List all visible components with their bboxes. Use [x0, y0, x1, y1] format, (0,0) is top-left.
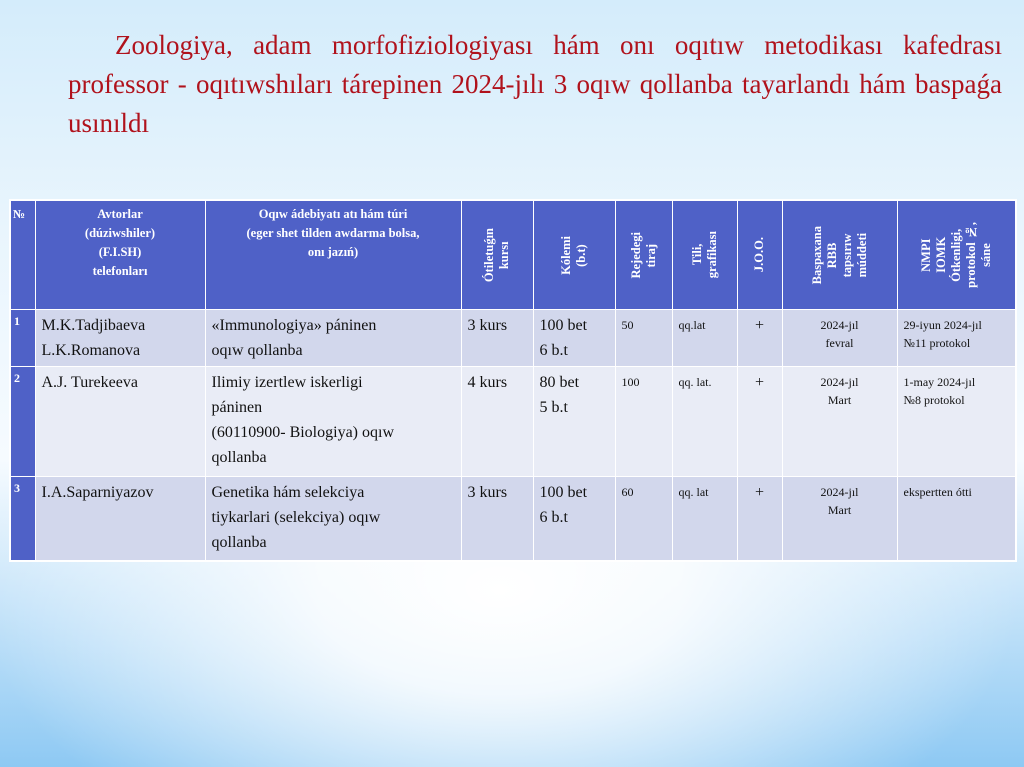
deadline-month: Mart: [827, 503, 852, 517]
header-protocol-line: sáne: [978, 243, 993, 267]
volume-pages: 100 bet: [539, 317, 588, 334]
volume-sheets: 6 b.t: [539, 509, 568, 526]
row-circulation: 100: [615, 367, 672, 477]
literature-line: oqıw qollanba: [211, 342, 303, 359]
literature-line: tiykarlari (selekciya) oqıw: [211, 509, 381, 526]
literature-line: qollanba: [211, 449, 267, 466]
protocol-line: ekspertten ótti: [903, 485, 972, 499]
table-row: [10, 477, 1016, 562]
author-name: L.K.Romanova: [41, 342, 141, 359]
author-name: A.J. Turekeeva: [41, 374, 138, 391]
row-literature: [205, 367, 461, 477]
row-deadline: [782, 310, 897, 367]
protocol-line: 29-iyun 2024-jıl: [903, 318, 982, 332]
protocol-line: 1-may 2024-jıl: [903, 375, 976, 389]
row-authors: [35, 477, 205, 562]
volume-pages: 80 bet: [539, 374, 580, 391]
row-language: qq. lat.: [672, 367, 737, 477]
header-deadline-line: tapsırıw: [839, 233, 854, 277]
literature-line: (60110900- Biologiya) oqıw: [211, 424, 394, 441]
row-joo: +: [737, 367, 782, 477]
protocol-line: №8 protokol: [903, 393, 965, 407]
header-protocol-line: protokol №,: [963, 222, 978, 288]
row-volume: [533, 477, 615, 562]
row-protocol: [897, 367, 1016, 477]
literature-line: «Immunologiya» páninen: [211, 317, 377, 334]
header-literature-line: (eger shet tilden awdarma bolsa,: [246, 226, 420, 240]
row-literature: [205, 310, 461, 367]
literature-line: Genetika hám selekciya: [211, 484, 365, 501]
row-circulation: 50: [615, 310, 672, 367]
row-joo: +: [737, 477, 782, 562]
literature-line: qollanba: [211, 534, 267, 551]
row-authors: [35, 310, 205, 367]
row-language: qq. lat: [672, 477, 737, 562]
header-circulation-line: Rejedegi: [628, 231, 643, 279]
row-volume: [533, 310, 615, 367]
row-number: 3: [10, 477, 35, 562]
deadline-month: fevral: [825, 336, 854, 350]
header-course: [461, 200, 533, 310]
header-volume-line: Kólemi: [559, 235, 573, 275]
header-language-line: grafikası: [704, 231, 719, 279]
header-protocol-line: IOMK: [933, 236, 948, 274]
header-authors: [35, 200, 205, 310]
row-volume: [533, 367, 615, 477]
header-authors-line: Avtorlar: [97, 207, 143, 221]
header-circulation: [615, 200, 672, 310]
header-literature-line: Oqıw ádebiyatı atı hám túri: [258, 207, 408, 221]
literature-line: páninen: [211, 399, 263, 416]
deadline-year: 2024-jıl: [820, 375, 859, 389]
table-header-row: [10, 200, 1016, 310]
header-literature-line: onı jazıń): [307, 245, 359, 259]
deadline-year: 2024-jıl: [820, 318, 859, 332]
volume-sheets: 6 b.t: [539, 342, 568, 359]
protocol-line: №11 protokol: [903, 336, 971, 350]
deadline-month: Mart: [827, 393, 852, 407]
header-course-line: kursı: [497, 241, 511, 269]
row-language: qq.lat: [672, 310, 737, 367]
row-protocol: [897, 310, 1016, 367]
row-course: 3 kurs: [461, 477, 533, 562]
row-course: 4 kurs: [461, 367, 533, 477]
row-course: 3 kurs: [461, 310, 533, 367]
row-number: 2: [10, 367, 35, 477]
literature-table: [9, 199, 1017, 562]
row-joo: +: [737, 310, 782, 367]
header-literature: [205, 200, 461, 310]
table-row: [10, 310, 1016, 367]
header-deadline-line: RBB: [824, 242, 839, 268]
header-protocol-line: Ótkenligi,: [948, 228, 963, 282]
author-name: M.K.Tadjibaeva: [41, 317, 146, 334]
row-circulation: 60: [615, 477, 672, 562]
row-deadline: [782, 367, 897, 477]
table-row: [10, 367, 1016, 477]
row-deadline: [782, 477, 897, 562]
header-authors-line: telefonları: [92, 264, 148, 278]
row-protocol: [897, 477, 1016, 562]
author-name: I.A.Saparniyazov: [41, 484, 154, 501]
row-literature: [205, 477, 461, 562]
header-language-line: Tili,: [689, 244, 704, 266]
header-circulation-line: tiraj: [643, 243, 658, 267]
header-course-line: Ótiletuǵın: [482, 227, 496, 283]
header-authors-line: (F.I.SH): [98, 245, 142, 259]
header-deadline-line: múddeti: [854, 232, 869, 278]
header-protocol: [897, 200, 1016, 310]
volume-sheets: 5 b.t: [539, 399, 568, 416]
header-volume-line: (b.t): [574, 243, 588, 267]
volume-pages: 100 bet: [539, 484, 588, 501]
slide-title: Zoologiya, adam morfofiziologiyası hám onı oqıtıw metodikası kafedrası professor - oqıtıwshıları tárepinen 2024-jılı 3 oqıw qollanba tayarlandı hám baspaǵa usınıldı: [68, 30, 1002, 138]
header-deadline-line: Baspaxana: [809, 225, 824, 285]
header-protocol-line: NMPI: [918, 238, 933, 272]
deadline-year: 2024-jıl: [820, 485, 859, 499]
literature-line: Ilimiy izertlew iskerligi: [211, 374, 363, 391]
header-language: [672, 200, 737, 310]
header-volume: [533, 200, 615, 310]
row-number: 1: [10, 310, 35, 367]
row-authors: [35, 367, 205, 477]
header-deadline: [782, 200, 897, 310]
header-joo: [737, 200, 782, 310]
header-authors-line: (dúziwshiler): [84, 226, 156, 240]
header-joo-line: J.O.O.: [752, 237, 766, 273]
header-number: №: [10, 200, 35, 310]
